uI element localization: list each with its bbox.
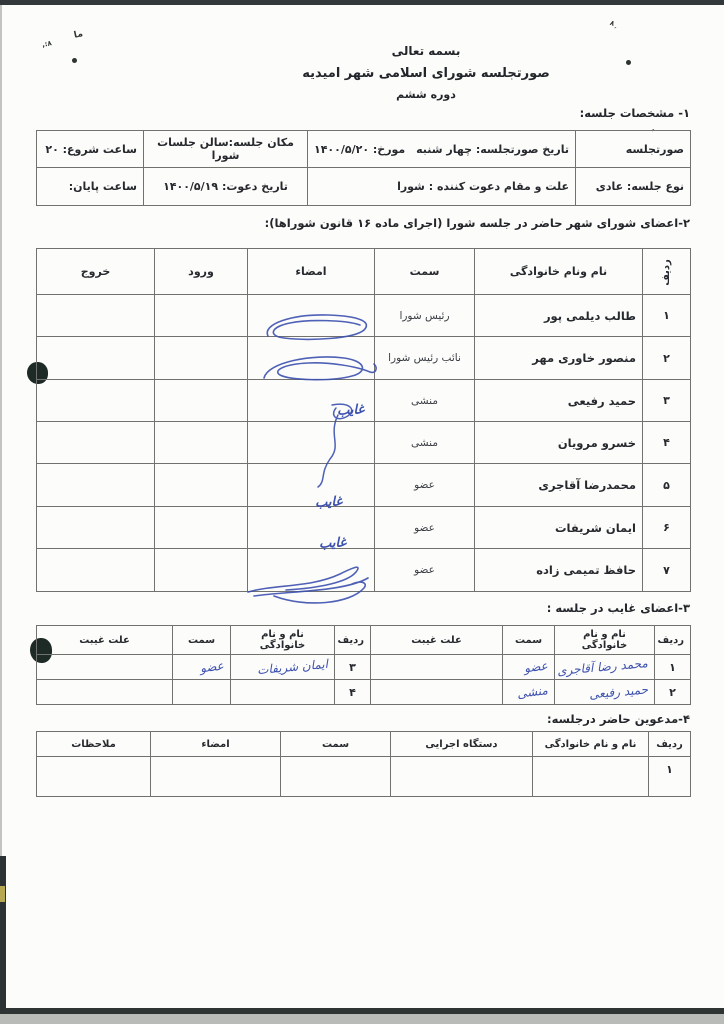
entry-cell: [155, 464, 248, 507]
member-row: [37, 337, 691, 380]
invitee-signature-cell: [151, 757, 281, 797]
pen-mark: ,:۸: [41, 39, 53, 49]
scan-left-edge: [0, 856, 6, 1010]
member-position: نائب رئیس شورا: [375, 337, 475, 380]
col-header-row-number: ردیف: [335, 626, 371, 655]
row-number: ۱: [649, 757, 691, 797]
absent-position-handwritten: منشی: [503, 680, 555, 705]
absent-name-handwritten: ایمان شریفات: [231, 655, 335, 680]
absence-reason-cell: [371, 680, 503, 705]
member-row: [37, 380, 691, 422]
member-position: عضو: [375, 507, 475, 549]
row-number: ۱: [655, 655, 691, 680]
document-header: [64, 44, 724, 101]
exit-cell: [37, 464, 155, 507]
exit-cell: [37, 507, 155, 549]
scan-top-edge: [0, 0, 724, 5]
signature-cell: [248, 549, 375, 592]
absent-row: [37, 655, 691, 680]
absence-reason-cell: [37, 680, 173, 705]
end-time-cell: ساعت پایان:: [37, 168, 144, 206]
meeting-type-cell: نوع جلسه: عادی: [576, 168, 691, 206]
invite-date-cell: تاریخ دعوت: ۱۴۰۰/۵/۱۹: [144, 168, 308, 206]
entry-cell: [155, 337, 248, 380]
row-number: ۴: [335, 680, 371, 705]
member-position: رئیس شورا: [375, 295, 475, 337]
col-header-exit: خروج: [37, 249, 155, 295]
absent-name-handwritten: [231, 680, 335, 705]
row-number: ۲: [643, 337, 691, 380]
exit-cell: [37, 337, 155, 380]
col-header-name: نام و نام خانوادگی: [231, 626, 335, 655]
member-position: منشی: [375, 380, 475, 422]
col-header-position: سمت: [503, 626, 555, 655]
entry-cell: [155, 549, 248, 592]
row-number: ۷: [643, 549, 691, 592]
row-number: ۶: [643, 507, 691, 549]
signature-cell: [248, 507, 375, 552]
meeting-place-cell: مکان جلسه:سالن جلسات شورا: [144, 131, 308, 168]
row-number: ۲: [655, 680, 691, 705]
col-header-entry: ورود: [155, 249, 248, 295]
invitee-agency-cell: [391, 757, 533, 797]
pen-mark: ما: [73, 29, 84, 41]
absent-members-table: [36, 625, 691, 705]
col-header-row-number: ردیف: [649, 732, 691, 757]
absent-handwritten-note: غایب: [336, 401, 365, 419]
col-header-notes: ملاحظات: [37, 732, 151, 757]
absent-name-handwritten: محمد رضا آقاجری: [555, 655, 655, 680]
entry-cell: [155, 422, 248, 464]
meeting-date-value: مورخ: ۱۴۰۰/۵/۲۰: [314, 142, 406, 156]
entry-cell: [155, 507, 248, 549]
absent-handwritten-note: غایب: [314, 494, 343, 511]
present-members-table: [36, 248, 691, 592]
col-header-signature: امضاء: [151, 732, 281, 757]
exit-cell: [37, 380, 155, 422]
col-header-absence-reason: علت غیبت: [371, 626, 503, 655]
col-header-agency: دستگاه اجرایی: [391, 732, 533, 757]
signature-flourish: [240, 558, 390, 612]
meeting-info-table: [36, 127, 691, 206]
row-number: ۴: [643, 422, 691, 464]
section4-heading: ۴-مدعوین حاضر درجلسه:: [547, 712, 690, 726]
record-label-cell: صورتجلسه: [576, 131, 691, 168]
exit-cell: [37, 422, 155, 464]
section1-heading: ۱- مشخصات جلسه:: [579, 106, 690, 120]
signature-cell: [248, 422, 375, 464]
invitee-position-cell: [281, 757, 391, 797]
signature-cell: [248, 337, 375, 380]
row-number: ۳: [643, 380, 691, 422]
pen-mark: ᵃ: [651, 127, 656, 136]
term-text: دوره ششم: [396, 88, 456, 101]
col-header-signature: امضاء: [248, 249, 375, 295]
absence-reason-cell: [371, 655, 503, 680]
exit-cell: [37, 295, 155, 337]
signature-cell: [248, 295, 375, 337]
row-number: ۵: [643, 464, 691, 507]
start-time-cell: ساعت شروع: ۲۰: [37, 131, 144, 168]
row-number: ۳: [335, 655, 371, 680]
member-position: عضو: [375, 549, 475, 592]
col-header-position: سمت: [281, 732, 391, 757]
member-name: منصور خاوری مهر: [475, 337, 643, 380]
col-header-row-number: ردیف: [655, 626, 691, 655]
col-header-position: سمت: [173, 626, 231, 655]
invitee-row: [37, 757, 691, 797]
member-row: [37, 549, 691, 592]
absent-position-handwritten: عضو: [173, 655, 231, 680]
absent-row: [37, 680, 691, 705]
row-number: ۱: [643, 295, 691, 337]
scan-stain: [0, 886, 5, 902]
member-row: [37, 422, 691, 464]
signature-cell: [248, 380, 375, 422]
absent-position-handwritten: [173, 680, 231, 705]
member-row: [37, 464, 691, 507]
meeting-date-cell: [308, 131, 576, 168]
absence-reason-cell: [37, 655, 173, 680]
member-row: [37, 295, 691, 337]
document-title: صورتجلسه شورای اسلامی شهر امیدیه: [302, 66, 550, 81]
exit-cell: [37, 549, 155, 592]
pen-mark: ٨ˏ: [608, 18, 619, 30]
invitees-table: [36, 731, 691, 797]
invitee-name-cell: [533, 757, 649, 797]
entry-cell: [155, 380, 248, 422]
bismillah-text: بسمه تعالی: [391, 44, 461, 58]
col-header-name: نام و نام خانوادگی: [555, 626, 655, 655]
col-header-name: نام و نام خانوادگی: [533, 732, 649, 757]
absent-name-handwritten: حمید رفیعی: [555, 680, 655, 705]
absent-handwritten-note: غایب: [318, 534, 347, 552]
member-position: عضو: [375, 464, 475, 507]
member-name: حمید رفیعی: [475, 380, 643, 422]
member-name: ایمان شریفات: [475, 507, 643, 549]
section3-heading: ۳-اعضای غایب در جلسه :: [546, 601, 690, 615]
member-name: خسرو مرویان: [475, 422, 643, 464]
col-header-absence-reason: علت غیبت: [37, 626, 173, 655]
member-position: منشی: [375, 422, 475, 464]
scan-left-faint-edge: [0, 5, 2, 856]
scan-bottom-margin: [0, 1014, 724, 1024]
col-header-position: سمت: [375, 249, 475, 295]
section2-heading: ۲-اعضای شورای شهر حاضر در جلسه شورا (اجرای ماده ۱۶ قانون شوراها):: [264, 216, 690, 230]
member-name: حافظ تمیمی زاده: [475, 549, 643, 592]
signature-cell: [248, 464, 375, 511]
col-header-row-number: ردیف: [643, 249, 691, 295]
member-row: [37, 507, 691, 549]
member-name: محمدرضا آقاجری: [475, 464, 643, 507]
col-header-name: نام ونام خانوادگی: [475, 249, 643, 295]
invitee-notes-cell: [37, 757, 151, 797]
invite-reason-cell: علت و مقام دعوت کننده : شورا: [308, 168, 576, 206]
entry-cell: [155, 295, 248, 337]
meeting-date-label: تاریخ صورتجلسه: چهار شنبه: [416, 142, 569, 156]
absent-position-handwritten: عضو: [503, 655, 555, 680]
member-name: طالب دیلمی پور: [475, 295, 643, 337]
